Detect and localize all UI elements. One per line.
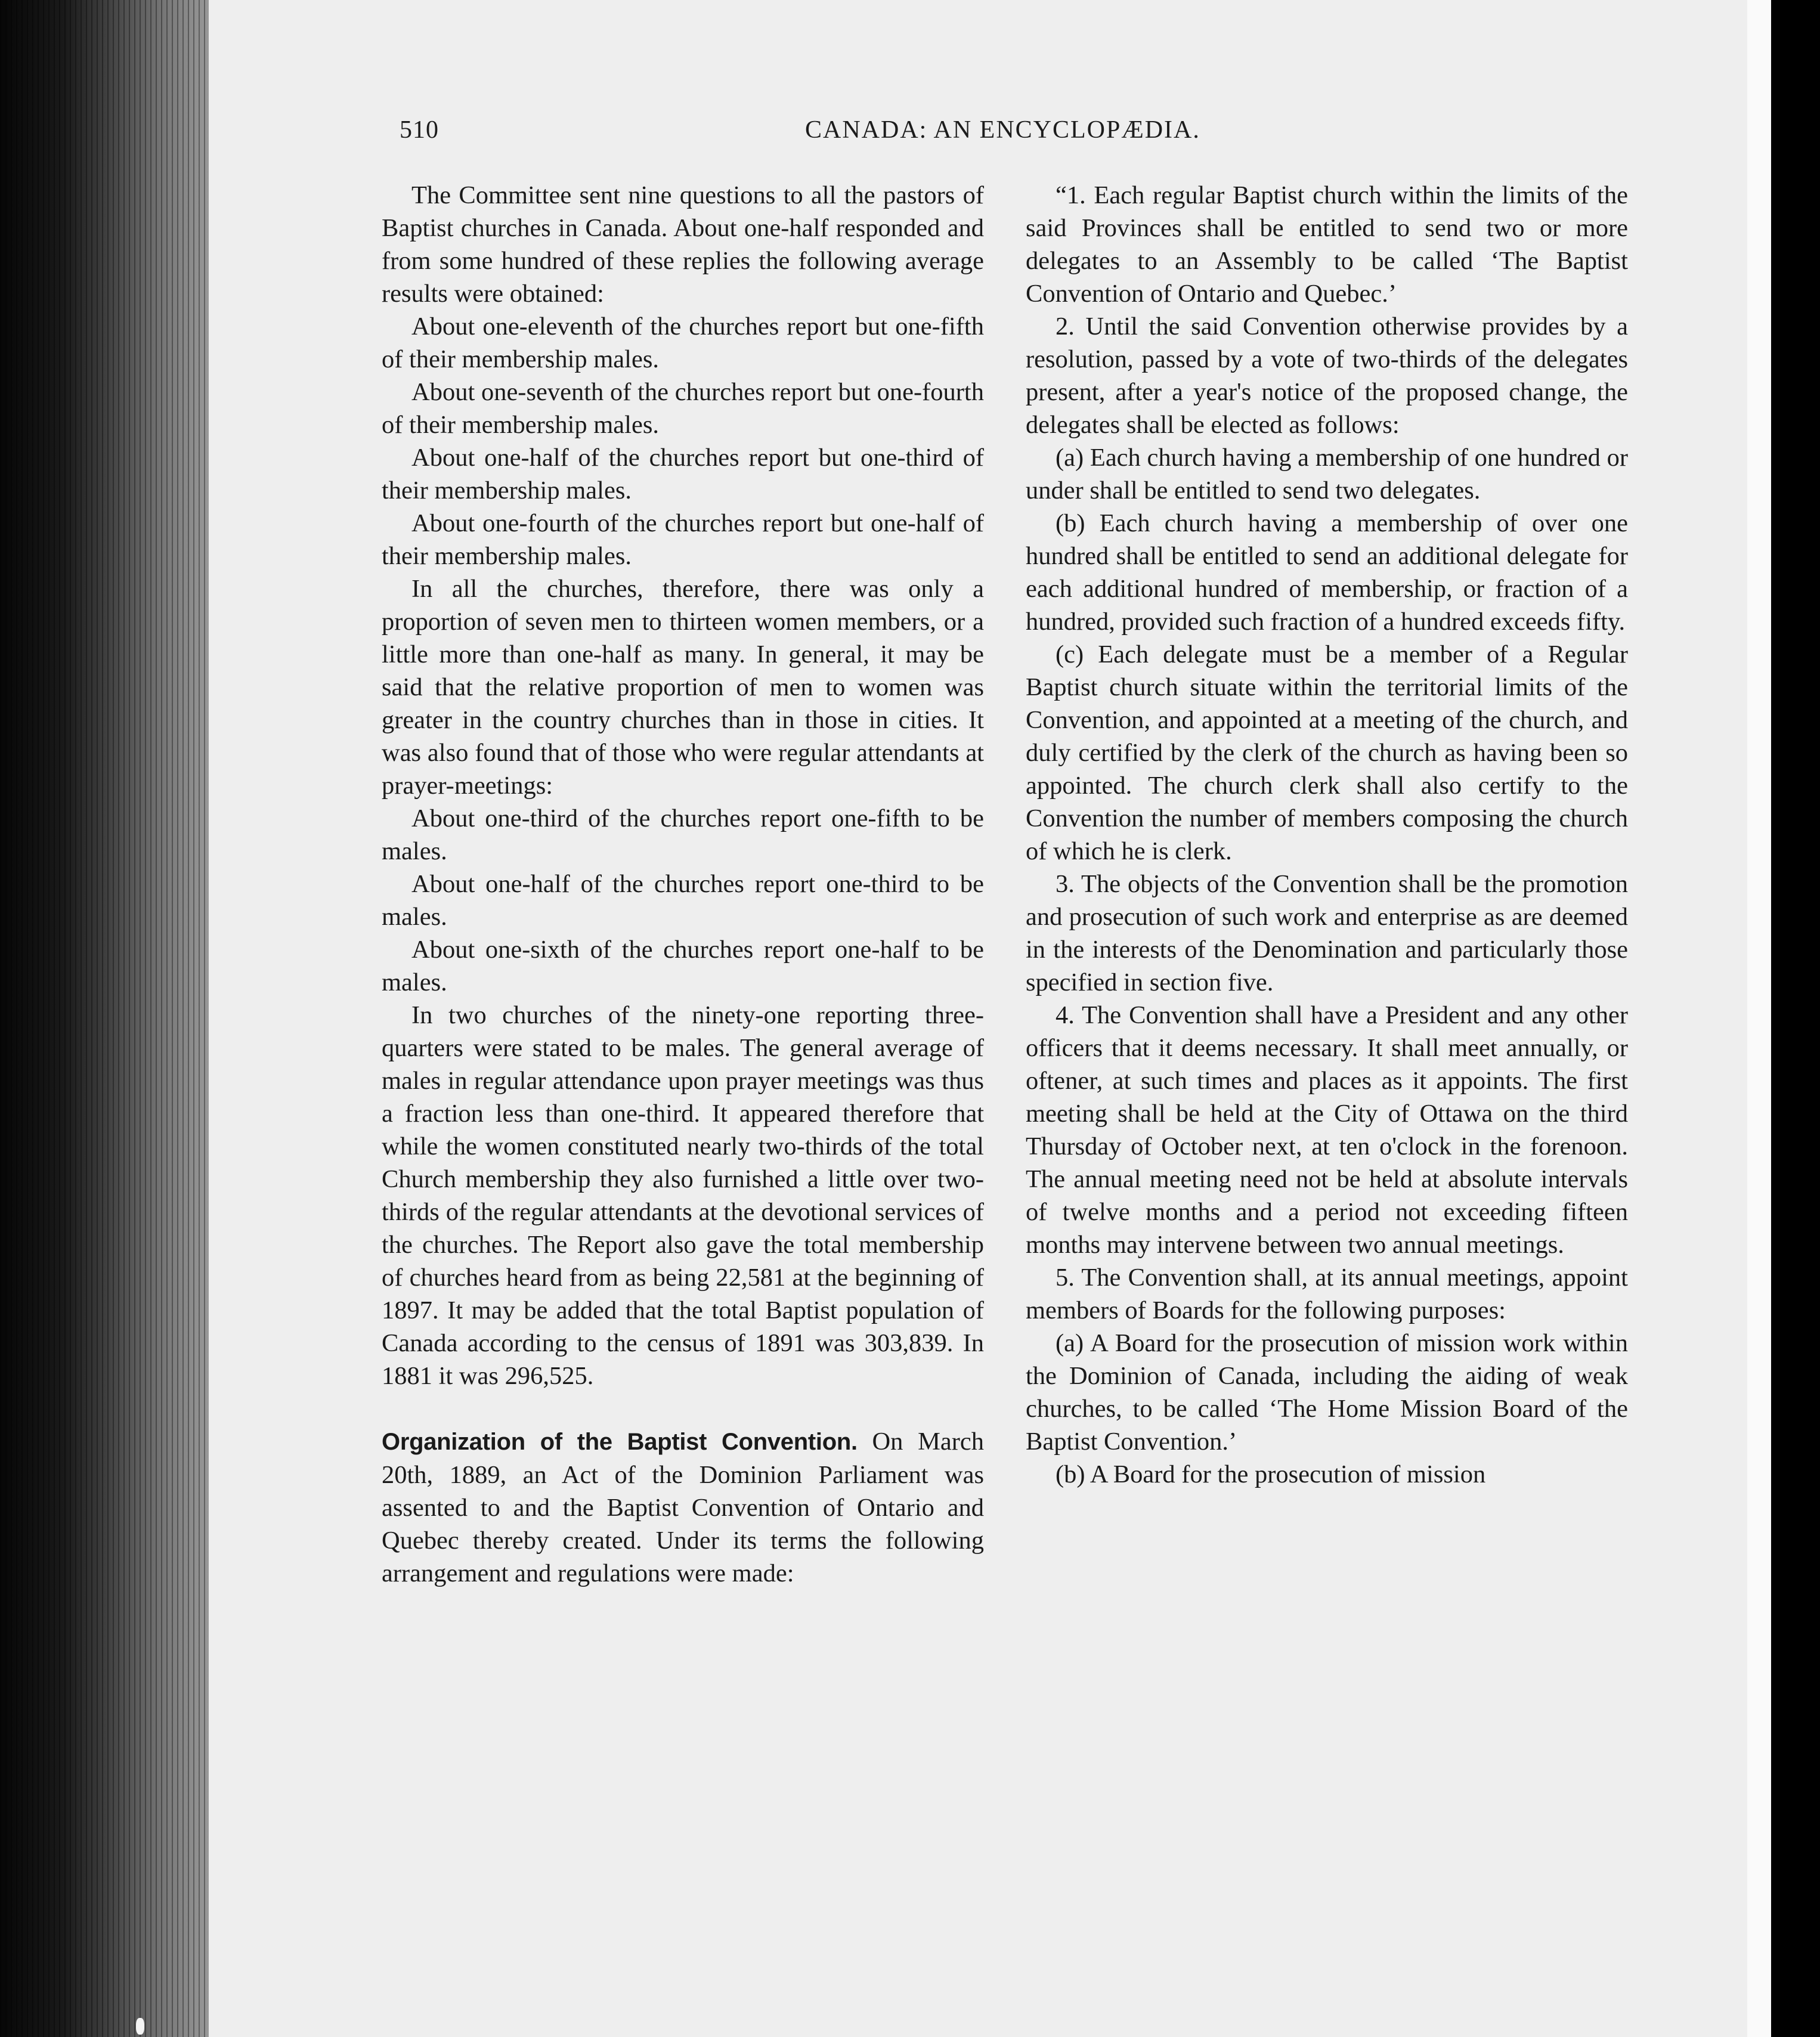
book-page-edges [0,0,215,2037]
paragraph: (b) A Board for the prosecution of mission [1056,1460,1486,1488]
page-sheet [209,0,1770,2037]
paragraph: In two churches of the ninety-one reporting three-quarters were stated to be males. The general average of males in regular attendance upon prayer meetings was thus a fraction less than one-third. It appeared therefore that while the women constituted nearly two-thirds of the total Church membership they also furnished a little over two-thirds of the regular attendants at the devotional services of the churches. The Report also gave the total membership of churches heard from as being 22,581 at the beginning of 1897. It may be added that the total Baptist population of Canada according to the census of 1891 was 303,839. In 1881 it was 296,525. [382,1001,984,1390]
paragraph: (a) Each church having a membership of one hundred or under shall be entitled to send two delegates. [1026,444,1628,504]
paragraph: About one-sixth of the churches report one-half to be males. [382,936,984,996]
paragraph: About one-fourth of the churches report but one-half of their membership males. [382,509,984,570]
paragraph: (c) Each delegate must be a member of a Regular Baptist church situate within the territorial limits of the Convention, and appointed at a meeting of the church, and duly certified by the clerk of the church as having been so appointed. The church clerk shall also certify to the Convention the number of members composing the church of which he is clerk. [1026,640,1628,865]
paragraph: 3. The objects of the Convention shall be the promotion and prosecution of such work and enterprise as are deemed in the interests of the Denomination and particularly those specified in section five. [1026,870,1628,996]
paragraph: About one-half of the churches report one-third to be males. [382,870,984,931]
paragraph: 2. Until the said Convention otherwise provides by a resolution, passed by a vote of two-thirds of the delegates present, after a year's notice of the proposed change, the delegates shall be elected as follows: [1026,312,1628,439]
paragraph: 4. The Convention shall have a President and any other officers that it deems necessary. It shall meet annually, or oftener, at such times and places as it appoints. The first meeting shall be held at the City of Ottawa on the third Thursday of October next, at ten o'clock in the forenoon. The annual meeting need not be held at absolute intervals of twelve months and a period not exceeding fifteen months may intervene between two annual meetings. [1026,1001,1628,1259]
paragraph: About one-eleventh of the churches report but one-fifth of their membership males. [382,312,984,373]
page-right-edge [1747,0,1771,2037]
section-text: On March 20th, 1889, an Act of the Dominion Parliament was assented to and the Baptist Convention of Ontario and Quebec thereby created. Under its terms the following arrangement and regulations were made: [382,1428,984,1587]
running-header [209,116,1770,151]
paragraph: (b) Each church having a membership of over one hundred shall be entitled to send an additional delegate for each additional hundred of membership, or fraction of a hundred, provided such fraction of a hundred exceeds fifty. [1026,509,1628,636]
paragraph: In all the churches, therefore, there was only a proportion of seven men to thirteen women members, or a little more than one-half as many. In general, it may be said that the relative proportion of men to women was greater in the country churches than in those in cities. It was also found that of those who were regular attendants at prayer-meetings: [382,575,984,800]
left-text-column [382,179,984,1590]
paragraph: About one-half of the churches report but one-third of their membership males. [382,444,984,504]
paragraph: About one-third of the churches report one-fifth to be males. [382,804,984,865]
running-title: CANADA: AN ENCYCLOPÆDIA. [805,116,1200,144]
paragraph: The Committee sent nine questions to all the pastors of Baptist churches in Canada. About one-half responded and from some hundred of these replies the following average results were obtained: [382,181,984,308]
paragraph: 5. The Convention shall, at its annual meetings, appoint members of Boards for the following purposes: [1026,1264,1628,1324]
scan-speck [136,2018,144,2035]
paragraph: “1. Each regular Baptist church within the limits of the said Provinces shall be entitled to send two or more delegates to an Assembly to be called ‘The Baptist Convention of Ontario and Quebec.’ [1026,181,1628,308]
page-number: 510 [400,116,439,144]
section-heading: Organization of the Baptist Convention. [382,1429,858,1455]
section-organization [382,1425,984,1590]
right-text-column [1026,179,1628,1491]
paragraph: (a) A Board for the prosecution of mission work within the Dominion of Canada, including the aiding of weak churches, to be called ‘The Home Mission Board of the Baptist Convention.’ [1026,1329,1628,1456]
paragraph: About one-seventh of the churches report but one-fourth of their membership males. [382,378,984,439]
